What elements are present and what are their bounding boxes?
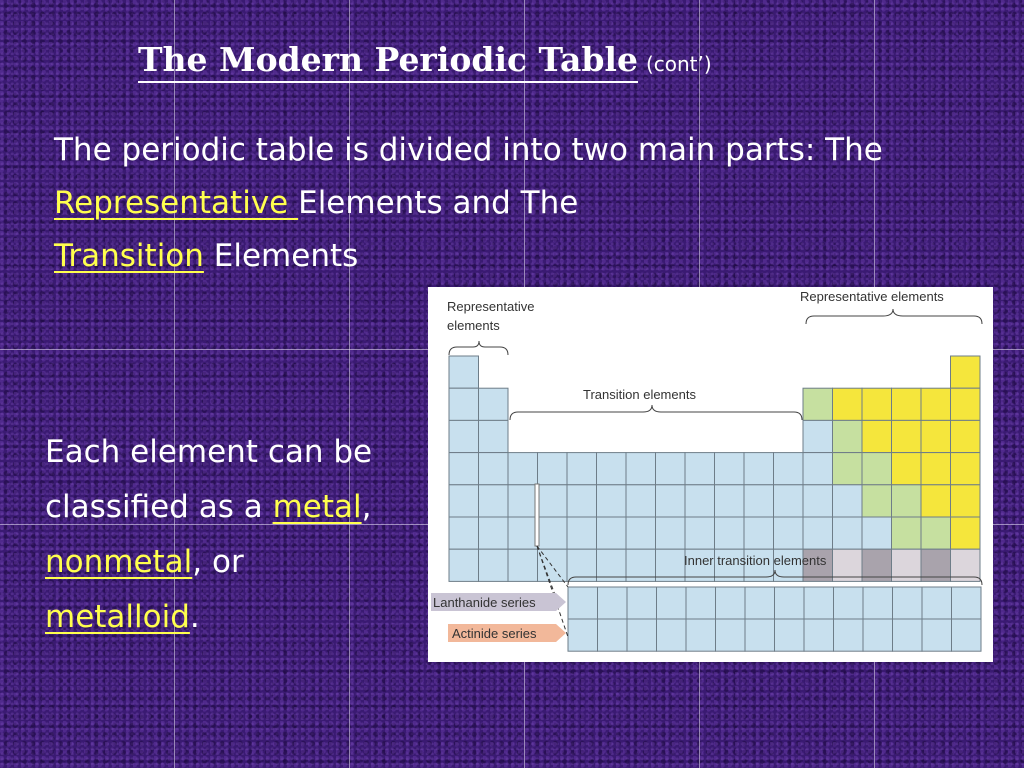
element-cell xyxy=(921,485,951,517)
slide-title xyxy=(138,40,712,79)
element-cell xyxy=(952,619,982,651)
element-cell xyxy=(567,485,597,517)
element-cell xyxy=(862,388,892,420)
element-cell xyxy=(892,420,922,452)
element-cell xyxy=(833,388,863,420)
element-cell xyxy=(803,485,833,517)
title-text: The Modern Periodic Table xyxy=(138,40,638,83)
element-cell xyxy=(834,587,864,619)
element-cell xyxy=(892,517,922,549)
element-cell xyxy=(863,619,893,651)
element-cell xyxy=(921,420,951,452)
label-actinide: Actinide series xyxy=(452,626,537,641)
element-cell xyxy=(951,453,981,485)
classify-paragraph xyxy=(45,425,405,645)
term-transition: Transition xyxy=(54,238,204,274)
element-cell xyxy=(716,619,746,651)
element-cell xyxy=(833,453,863,485)
intro-text: The periodic table is divided into two main parts: The xyxy=(54,132,883,168)
element-cell xyxy=(508,517,538,549)
element-cell xyxy=(951,420,981,452)
term-representative: Representative xyxy=(54,185,299,221)
intro-text: Elements xyxy=(203,238,359,274)
classify-text: , xyxy=(361,489,372,525)
inner-transition-gap xyxy=(535,484,539,546)
element-cell xyxy=(892,453,922,485)
element-cell xyxy=(479,388,509,420)
element-cell xyxy=(744,453,774,485)
term-metalloid: metalloid xyxy=(45,599,190,635)
element-cell xyxy=(745,619,775,651)
element-cell xyxy=(567,517,597,549)
element-cell xyxy=(685,453,715,485)
element-cell xyxy=(833,485,863,517)
element-cell xyxy=(803,517,833,549)
element-cell xyxy=(893,587,923,619)
element-cell xyxy=(686,587,716,619)
element-cell xyxy=(597,453,627,485)
element-cell xyxy=(508,453,538,485)
element-cell xyxy=(716,587,746,619)
label-lanthanide: Lanthanide series xyxy=(433,595,536,610)
element-cell xyxy=(951,517,981,549)
element-cell xyxy=(834,619,864,651)
element-cell xyxy=(597,517,627,549)
element-cell xyxy=(921,517,951,549)
element-cell xyxy=(951,388,981,420)
element-cell xyxy=(656,453,686,485)
element-cell xyxy=(715,517,745,549)
periodic-table-diagram xyxy=(428,287,993,662)
element-cell xyxy=(774,517,804,549)
periodic-table-figure xyxy=(428,287,993,662)
element-cell xyxy=(685,517,715,549)
label-representative-right: Representative elements xyxy=(800,289,944,304)
element-cell xyxy=(479,485,509,517)
element-cell xyxy=(449,549,479,581)
element-cell xyxy=(922,619,952,651)
element-cell xyxy=(538,517,568,549)
element-cell xyxy=(951,485,981,517)
element-cell xyxy=(892,388,922,420)
label-representative-left-1: Representative xyxy=(447,299,535,314)
element-cell xyxy=(626,517,656,549)
element-cell xyxy=(863,587,893,619)
element-cell xyxy=(568,619,598,651)
element-cell xyxy=(508,549,538,581)
term-nonmetal: nonmetal xyxy=(45,544,193,580)
element-cell xyxy=(598,587,628,619)
element-cell xyxy=(627,587,657,619)
element-cell xyxy=(479,517,509,549)
element-cell xyxy=(951,356,981,388)
element-cell xyxy=(479,453,509,485)
element-cell xyxy=(685,485,715,517)
element-cell xyxy=(657,587,687,619)
element-cell xyxy=(657,619,687,651)
element-cell xyxy=(538,453,568,485)
element-cell xyxy=(775,619,805,651)
classify-text: Each element can be classified as a xyxy=(45,434,373,525)
element-cell xyxy=(774,485,804,517)
element-cell xyxy=(775,587,805,619)
element-cell xyxy=(449,420,479,452)
element-cell xyxy=(922,587,952,619)
element-cell xyxy=(862,420,892,452)
element-cell xyxy=(893,619,923,651)
element-cell xyxy=(656,517,686,549)
label-inner-transition: Inner transition elements xyxy=(684,553,827,568)
element-cell xyxy=(627,619,657,651)
element-cell xyxy=(479,420,509,452)
element-cell xyxy=(508,485,538,517)
bracket-representative-left xyxy=(449,341,508,355)
element-cell xyxy=(538,485,568,517)
element-cell xyxy=(449,356,479,388)
element-cell xyxy=(833,420,863,452)
grid-line xyxy=(349,0,350,768)
element-cell xyxy=(862,453,892,485)
element-cell xyxy=(803,388,833,420)
element-cell xyxy=(449,453,479,485)
term-metal: metal xyxy=(272,489,362,525)
element-cell xyxy=(803,453,833,485)
bracket-transition xyxy=(510,405,802,420)
element-cell xyxy=(862,517,892,549)
label-transition: Transition elements xyxy=(583,387,696,402)
intro-paragraph xyxy=(54,124,914,283)
element-cell xyxy=(449,517,479,549)
element-cell xyxy=(921,453,951,485)
element-cell xyxy=(656,485,686,517)
element-cell xyxy=(449,485,479,517)
element-cell xyxy=(862,485,892,517)
element-cell xyxy=(686,619,716,651)
element-cell xyxy=(568,587,598,619)
element-cell xyxy=(626,453,656,485)
element-cell xyxy=(479,549,509,581)
element-cell xyxy=(745,587,775,619)
element-cell xyxy=(626,485,656,517)
element-cell xyxy=(597,485,627,517)
element-cell xyxy=(538,549,568,581)
element-cell xyxy=(567,453,597,485)
element-cell xyxy=(804,587,834,619)
element-cell xyxy=(598,619,628,651)
element-cell xyxy=(803,420,833,452)
element-cell xyxy=(449,388,479,420)
element-cell xyxy=(774,453,804,485)
bracket-representative-right xyxy=(806,309,982,324)
title-suffix: (cont’) xyxy=(645,52,712,76)
element-cell xyxy=(715,485,745,517)
element-cell xyxy=(952,587,982,619)
intro-text: Elements and The xyxy=(298,185,579,221)
classify-text: , or xyxy=(192,544,244,580)
element-cell xyxy=(744,485,774,517)
element-cell xyxy=(744,517,774,549)
element-cell xyxy=(804,619,834,651)
element-cell xyxy=(921,388,951,420)
element-cell xyxy=(892,485,922,517)
element-cell xyxy=(833,517,863,549)
element-cell xyxy=(715,453,745,485)
label-representative-left-2: elements xyxy=(447,318,500,333)
classify-text: . xyxy=(189,599,200,635)
grid-line xyxy=(174,0,175,768)
